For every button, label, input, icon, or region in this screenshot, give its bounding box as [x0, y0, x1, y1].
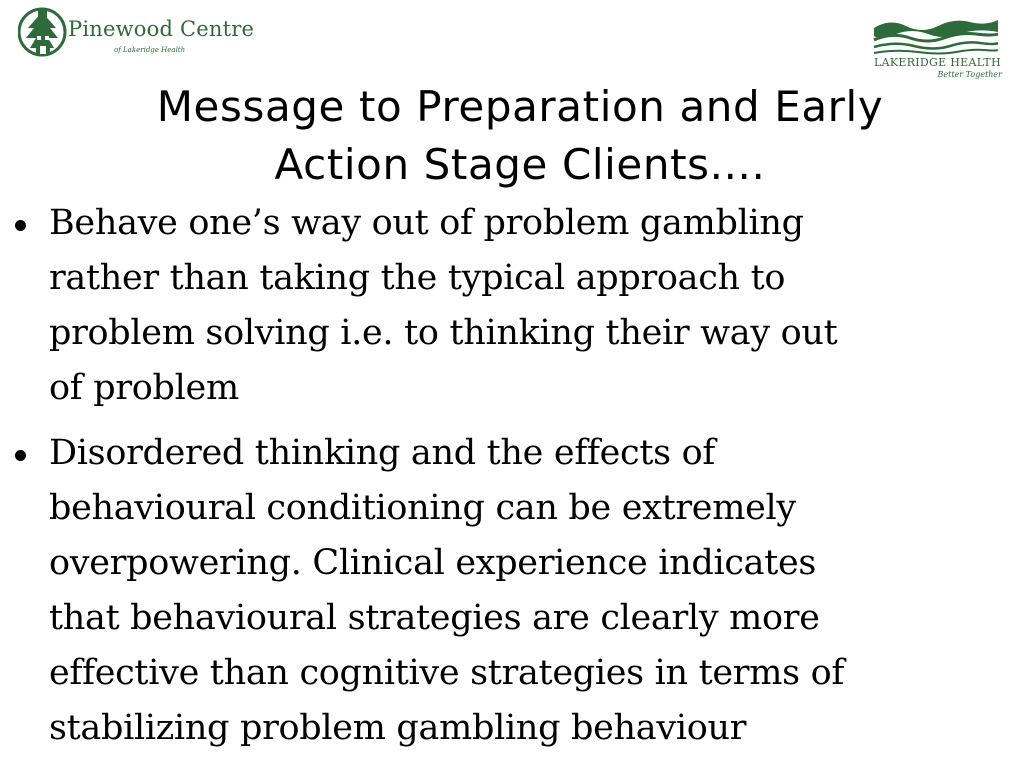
lakeridge-name: LAKERIDGE HEALTH	[874, 56, 1001, 69]
pinewood-subtitle: of Lakeridge Health	[114, 46, 186, 54]
bullet-line: that behavioural strategies are clearly more	[49, 598, 820, 638]
bullet-line: rather than taking the typical approach to	[49, 258, 786, 298]
title-line: Action Stage Clients....	[274, 140, 766, 189]
lakeridge-tagline: Better Together	[937, 70, 1002, 79]
bullet-line: of problem	[49, 368, 239, 408]
bullet-item	[0, 196, 1000, 416]
bullet-list	[0, 196, 1000, 756]
waves-icon	[872, 16, 1000, 56]
bullet-line: behavioural conditioning can be extremely	[49, 488, 796, 528]
lakeridge-health-logo	[872, 16, 1004, 82]
bullet-line: stabilizing problem gambling behaviour	[49, 708, 747, 748]
title-line: Message to Preparation and Early	[156, 82, 884, 131]
bullet-line: Disordered thinking and the effects of	[49, 433, 716, 473]
bullet-line: Behave one’s way out of problem gambling	[49, 203, 804, 243]
bullet-dot-icon	[15, 450, 26, 461]
bullet-line: overpowering. Clinical experience indicates	[49, 543, 817, 583]
bullet-dot-icon	[15, 220, 26, 231]
pinewood-centre-logo	[18, 6, 255, 58]
bullet-line: problem solving i.e. to thinking their way out	[49, 313, 838, 353]
bullet-item	[0, 426, 1000, 756]
slide-title	[80, 78, 960, 194]
bullet-line: effective than cognitive strategies in terms of	[49, 653, 845, 693]
pinewood-name: Pinewood Centre	[68, 17, 255, 41]
pine-tree-house-icon	[18, 6, 70, 58]
